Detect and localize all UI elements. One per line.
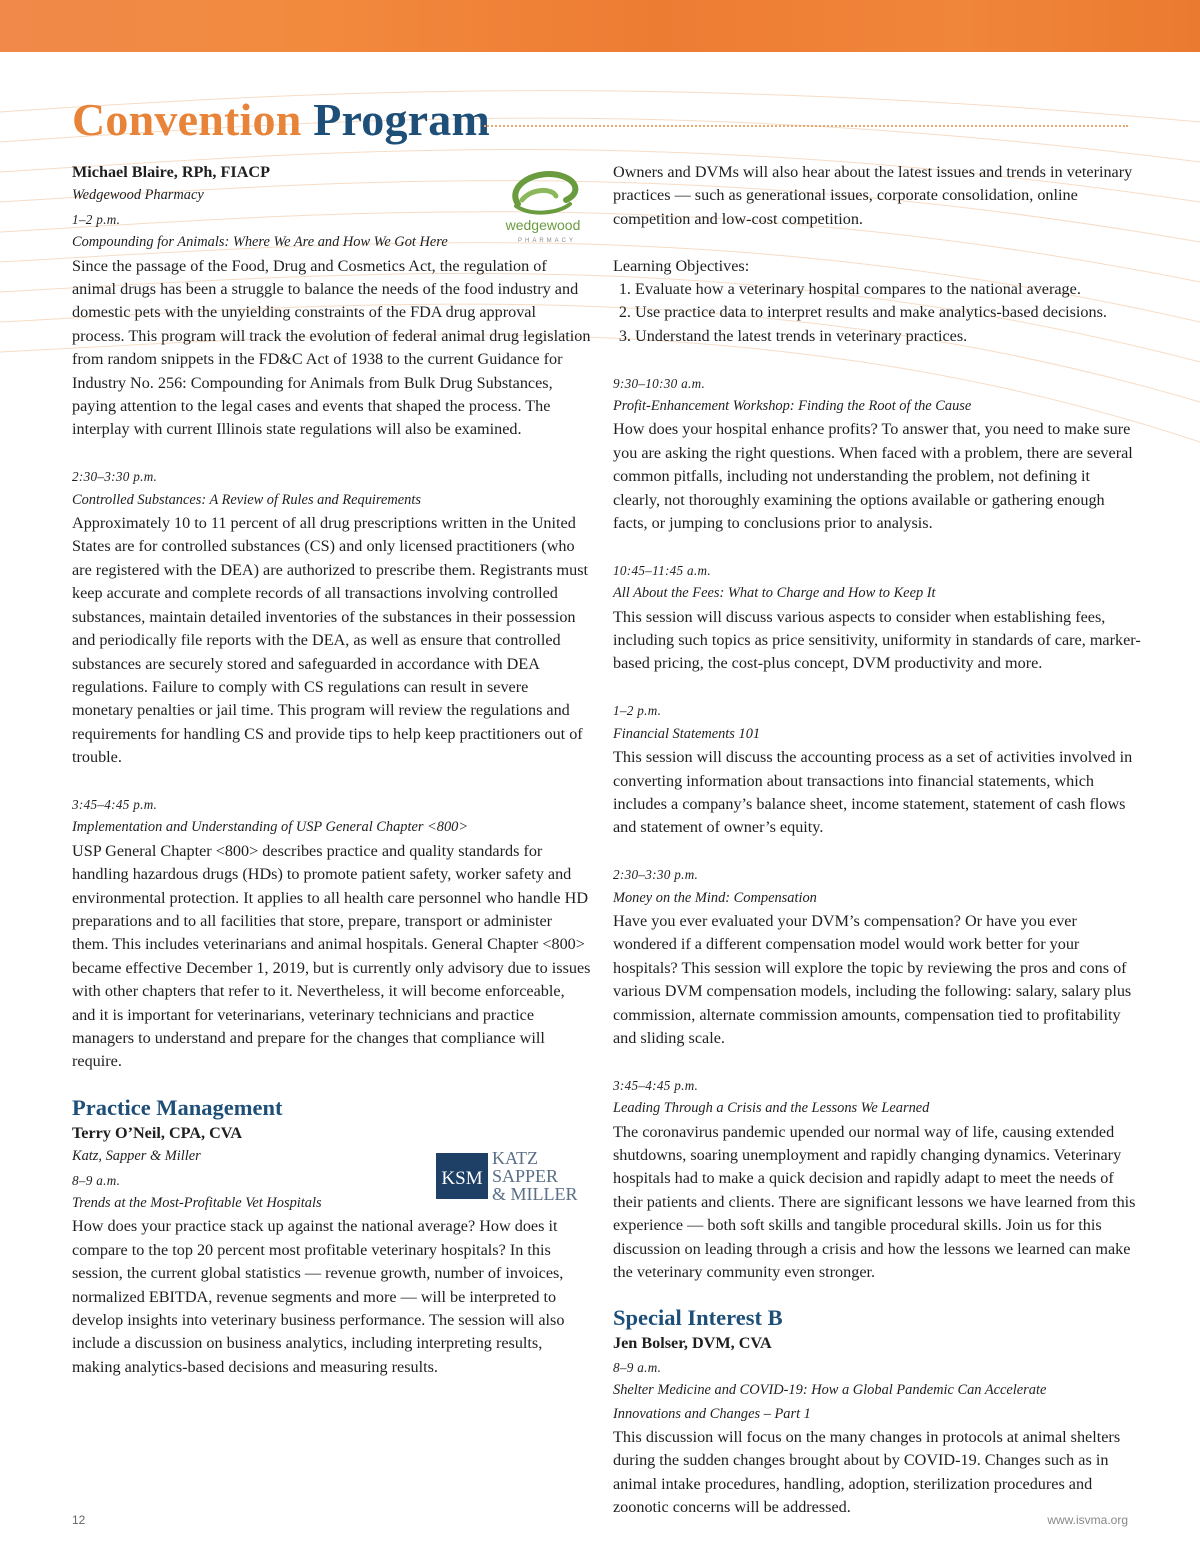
session-time: 1–2 p.m. [613,703,662,719]
session-title-continued: Innovations and Changes – Part 1 [613,1405,811,1422]
session-title: Leading Through a Crisis and the Lessons We Learned [613,1100,930,1117]
ksm-logo-mark: KSM [441,1168,483,1189]
session-title: Money on the Mind: Compensation [613,889,817,906]
session-title: All About the Fees: What to Charge and How to Keep It [613,585,936,602]
session-title: Shelter Medicine and COVID-19: How a Global Pandemic Can Accelerate [613,1382,1047,1399]
speaker-name: Michael Blaire, RPh, FIACP [72,163,270,181]
session-description: This discussion will focus on the many changes in protocols at animal shelters during the sudden changes brought about by COVID-19. Changes such as in animal intake procedures, handling, adoption, sterilization procedures and zoonotic concerns will be addressed. [613,1428,1121,1517]
session-description: Approximately 10 to 11 percent of all drug prescriptions written in the United States are for controlled substances (CS) and only licensed practitioners (who are registered with the DEA) are authorized to prescribe them. Registrants must keep accurate and complete records of all transactions involving controlled substances, maintain detailed inventories of the substances in their possession and periodically file reports with the DEA, as well as ensure that controlled substances are securely stored and safeguarded in accordance with DEA regulations. Failure to comply with CS regulations can result in severe monetary penalties or jail time. This program will review the regulations and requirements for handling CS and provide tips to help keep practitioners out of trouble. [72,514,589,767]
title-dotted-rule [484,125,1128,127]
learning-objectives-list [613,278,1141,348]
session-time: 3:45–4:45 p.m. [613,1077,699,1093]
session-time: 3:45–4:45 p.m. [72,796,158,812]
top-color-band [0,0,1200,52]
footer-website: www.isvma.org [1047,1513,1128,1527]
session-description: USP General Chapter <800> describes practice and quality standards for handling hazardous drugs (HDs) to promote patient safety, worker safety and environmental protection. It applies to all health care personnel who handle HD preparations and to all facilities that store, prepare, transport or administer them. This includes veterinarians and animal hospitals. General Chapter <800> became effective December 1, 2019, but is currently only advisory due to issues with other chapters that refer to it. Nevertheless, it will become enforceable, and it is important for veterinarians, veterinary technicians and practice managers to understand and prepare for the changes that compliance will require. [72,841,591,1071]
speaker-organization: Katz, Sapper & Miller [72,1148,201,1165]
section-heading-practice-management: Practice Management [72,1094,283,1120]
session-title: Compounding for Animals: Where We Are and How We Got Here [72,234,448,251]
session-description: This session will discuss various aspects to consider when establishing fees, including such topics as price sensitivity, uniformity in standards of care, marker-based pricing, the cost-plus concept, DVM productivity and more. [613,607,1141,673]
page-number: 12 [72,1513,86,1527]
left-column [72,161,592,1379]
session-time: 2:30–3:30 p.m. [72,469,158,485]
session-time: 8–9 a.m. [613,1359,662,1375]
speaker-organization: Wedgewood Pharmacy [72,187,204,204]
session-description: Since the passage of the Food, Drug and Cosmetics Act, the regulation of animal drugs has been a struggle to balance the needs of the food industry and domestic pets with the unyielding constraints of the FDA drug approval process. This program will track the evolution of federal animal drug legislation from random snippets in the FD&C Act of 1938 to the current Guidance for Industry No. 256: Compounding for Animals from Bulk Drug Substances, paying attention to the legal cases and events that shaped the process. The interplay with current Illinois state regulations will also be examined. [72,256,591,439]
session-description: Have you ever evaluated your DVM’s compensation? Or have you ever wondered if a different compensation model would work better for your hospitals? This session will explore the topic by reviewing the pros and cons of various DVM compensation models, including the following: salary, salary plus commission, alternate commission amounts, compensation tied to profitability and sliding scale. [613,911,1132,1047]
session-title: Implementation and Understanding of USP General Chapter <800> [72,819,469,836]
ksm-logo-line1: KATZ [492,1148,538,1168]
wedgewood-logo-text: wedgewood [505,217,581,233]
session-description: The coronavirus pandemic upended our normal way of life, causing extended shutdowns, soaring unemployment and rapidly changing dynamics. Veterinary hospitals had to make a quick decision and rapidly adapt to meet the needs of their patients and clients. There are significant lessons we have learned from this experience — both soft skills and tangible procedural skills. Join us for this discussion on leading through a crisis and how the lessons we learned can make the veterinary community even stronger. [613,1122,1136,1281]
session-time: 8–9 a.m. [72,1172,121,1188]
session-description: How does your practice stack up against the national average? How does it compare to the top 20 percent most profitable veterinary hospitals? In this session, the current global statistics — revenue growth, number of invoices, normalized EBITDA, revenue segments and more — will be interpreted to develop insights into veterinary business performance. The session will also include a discussion on business analytics, including interpreting results, making analytics-based decisions and measuring results. [72,1217,565,1376]
page-title [72,92,490,148]
session-time: 10:45–11:45 a.m. [613,562,711,578]
title-word-program: Program [313,94,491,145]
title-word-convention: Convention [72,94,302,145]
list-item: 3. Understand the latest trends in veterinary practices. [635,325,1141,348]
session-title: Trends at the Most-Profitable Vet Hospitals [72,1195,322,1212]
session-title: Profit-Enhancement Workshop: Finding the Root of the Cause [613,398,972,415]
session-title: Financial Statements 101 [613,725,761,742]
ksm-logo-line2: SAPPER [492,1166,559,1186]
session-description: How does your hospital enhance profits? To answer that, you need to make sure you are asking the right questions. When faced with a problem, there are several common pitfalls, including not understanding the problem, not defining it clearly, not thoroughly examining the options available or gathering enough facts, or jumping to conclusions prior to analysis. [613,420,1133,533]
session-time: 2:30–3:30 p.m. [613,867,699,883]
ksm-logo-line3: & MILLER [492,1184,578,1204]
session-intro: Owners and DVMs will also hear about the latest issues and trends in veterinary practices — such as generational issues, corporate consolidation, online competition and low-cost competition. [613,163,1133,228]
session-time: 9:30–10:30 a.m. [613,375,706,391]
session-time: 1–2 p.m. [72,211,121,227]
session-description: This session will discuss the accounting process as a set of activities involved in converting information about transactions into financial statements, which includes a company’s balance sheet, income statement, statement of cash flows and statement of owner’s equity. [613,748,1133,837]
learning-objectives-label: Learning Objectives: [613,256,750,275]
speaker-name: Terry O’Neil, CPA, CVA [72,1123,243,1142]
section-heading-special-interest-b: Special Interest B [613,1305,783,1331]
list-item: 1. Evaluate how a veterinary hospital compares to the national average. [635,278,1141,301]
session-title: Controlled Substances: A Review of Rules and Requirements [72,491,421,508]
wedgewood-logo-subtext: PHARMACY [517,238,577,244]
right-column [613,161,1141,1520]
speaker-name: Jen Bolser, DVM, CVA [613,1334,772,1353]
list-item: 2. Use practice data to interpret results and make analytics-based decisions. [635,301,1141,324]
